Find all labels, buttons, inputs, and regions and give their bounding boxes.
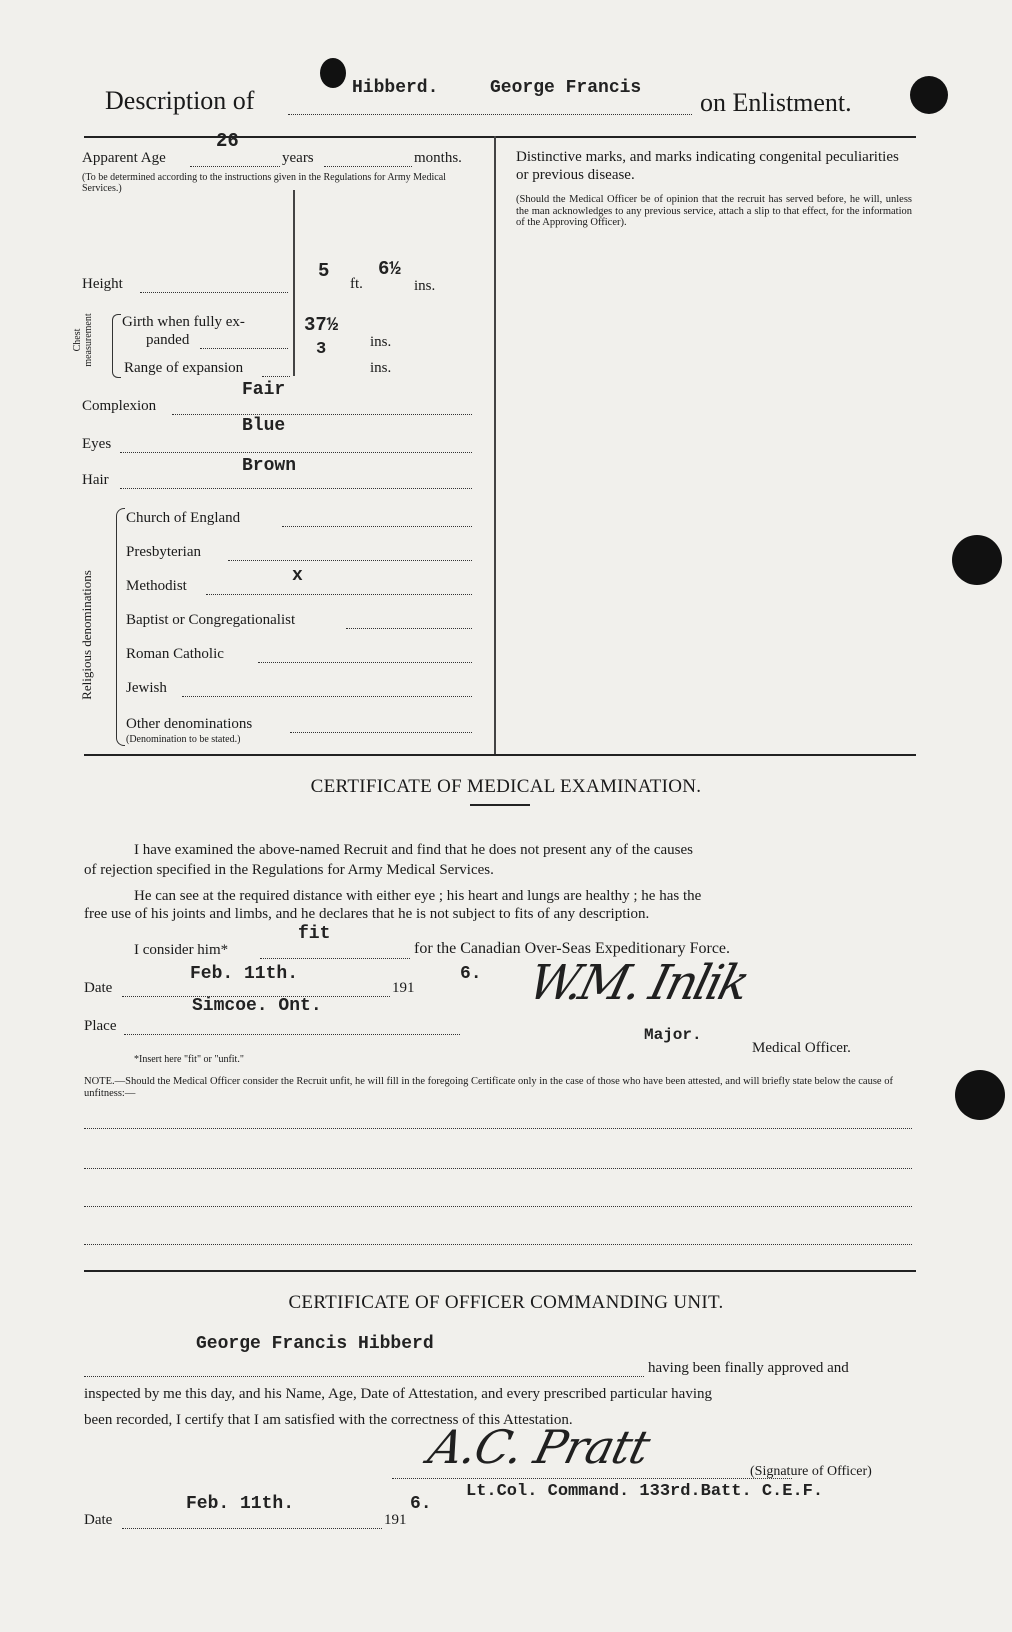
place-dots [124,1034,460,1035]
complexion-dots [172,414,472,415]
medical-para1-line2: of rejection specified in the Regulations for Army Medical Services. [84,862,494,878]
height-in-value: 6½ [378,258,401,280]
commanding-date-dots [122,1528,382,1529]
religion-dots [258,662,472,663]
punch-hole-top [910,76,948,114]
height-ft-value: 5 [318,260,330,282]
age-note: (To be determined according to the instructions given in the Regulations for Army Medical Services.) [82,172,446,194]
punch-hole-middle [952,535,1002,585]
medical-para1-line1: I have examined the above-named Recruit and find that he does not present any of the causes [134,842,693,858]
range-label: Range of expansion [124,360,244,376]
religion-item: Church of England [126,510,241,526]
inner-divider [293,190,295,376]
commanding-rank-line: Lt.Col. Command. 133rd.Batt. C.E.F. [466,1482,824,1501]
title-left: Description of [105,86,255,115]
religion-other-note: (Denomination to be stated.) [126,734,241,745]
chest-side-label: Chest measurement [72,313,94,367]
medical-heading: CERTIFICATE OF MEDICAL EXAMINATION. [310,776,702,797]
medical-para2-line2: free use of his joints and limbs, and he declares that he is not subject to fits of any description. [84,906,650,922]
consider-dots [260,958,410,959]
consider-label: I consider him* [134,942,229,958]
unfit-line [84,1128,912,1129]
religion-item: Presbyterian [126,544,201,560]
years-label: years [282,150,314,166]
religion-side-label: Religious denominations [79,570,94,700]
section-rule-2 [84,1270,916,1272]
hair-dots [120,488,472,489]
religion-dots [182,696,472,697]
commanding-signature: A.C. Pratt [423,1420,655,1474]
age-label: Apparent Age [82,150,166,166]
column-divider [494,136,496,754]
religion-dots [290,732,472,733]
signature-label: (Signature of Officer) [750,1464,872,1479]
height-dots [140,292,288,293]
hair-value: Brown [242,456,297,476]
commanding-line1-tail: having been finally approved and [648,1360,849,1376]
range-unit: ins. [370,360,392,376]
religion-dots [346,628,472,629]
age-dots [190,166,280,167]
girth-unit: ins. [370,334,392,350]
eyes-value: Blue [242,416,286,436]
religion-dots [282,526,472,527]
commanding-year-prefix: 191 [384,1512,407,1528]
religion-item: Other denominations [126,716,253,732]
religion-item: Jewish [126,680,167,696]
commanding-line3: been recorded, I certify that I am satisfied with the correctness of this Attestation. [84,1412,573,1428]
title-right: on Enlistment. [700,88,852,117]
eyes-dots [120,452,472,453]
commanding-line2: inspected by me this day, and his Name, Age, Date of Attestation, and every prescribed particular having [84,1386,713,1402]
given-names-value: George Francis [490,78,642,98]
height-ins-label: ins. [414,278,436,294]
consider-value: fit [298,924,331,944]
medical-officer-label: Medical Officer. [752,1040,851,1056]
place-value: Simcoe. Ont. [192,996,322,1016]
commanding-date-value: Feb. 11th. [186,1494,295,1514]
religion-dots [206,594,472,595]
height-label: Height [82,276,123,292]
medical-signature: W.M. Inlik [523,955,753,1011]
medical-note: NOTE.—Should the Medical Officer consider the Recruit unfit, he will fill in the foregoing Certificate only in the case of those who have been attested, and will briefly state below the cause of unfitness:— [84,1076,893,1099]
commanding-date-label: Date [84,1512,113,1528]
unfit-line [84,1244,912,1245]
unfit-line [84,1206,912,1207]
girth-value: 37½ [304,314,339,336]
distinctive-heading: Distinctive marks, and marks indicating congenital peculiarities or previous disease. [516,149,899,183]
section-rule [84,754,916,756]
girth-label-2: panded [146,332,190,348]
age-value: 26 [216,130,239,152]
religion-mark: x [292,566,303,586]
medical-year-value: 6. [460,964,482,984]
religion-item: Methodist [126,578,187,594]
range-value: 3 [316,340,327,359]
header-rule [84,136,916,138]
recruit-name-value: George Francis Hibberd [196,1334,434,1354]
months-dots [324,166,412,167]
religion-bracket [116,508,125,746]
medical-date-label: Date [84,980,113,996]
hair-label: Hair [82,472,109,488]
range-dots [262,376,290,377]
months-label: months. [414,150,462,166]
title-dots [288,114,692,115]
medical-heading-rule [470,804,530,806]
force-label: for the Canadian Over-Seas Expeditionary Force. [414,940,731,957]
unfit-line [84,1168,912,1169]
surname-value: Hibberd. [352,78,439,98]
religion-item: Roman Catholic [126,646,224,662]
complexion-value: Fair [242,380,286,400]
ft-label: ft. [350,276,363,292]
complexion-label: Complexion [82,398,157,414]
medical-rank: Major. [644,1026,702,1044]
religion-dots [228,560,472,561]
eyes-label: Eyes [82,436,112,452]
religion-item: Baptist or Congregationalist [126,612,296,628]
ink-blot [320,58,346,88]
distinctive-note: (Should the Medical Officer be of opinion that the recruit has served before, he will, unless the man acknowledges to any previous service, attach a slip to that effect, for the information of the Approving Officer). [516,194,912,228]
medical-date-value: Feb. 11th. [190,964,299,984]
commanding-heading: CERTIFICATE OF OFFICER COMMANDING UNIT. [288,1292,724,1313]
signature-dots [392,1478,792,1479]
medical-year-prefix: 191 [392,980,415,996]
medical-footnote: *Insert here "fit" or "unfit." [134,1054,244,1065]
recruit-name-dots [84,1376,644,1377]
girth-dots [200,348,288,349]
girth-label-1: Girth when fully ex- [122,314,245,330]
chest-bracket [112,314,121,378]
commanding-year-value: 6. [410,1494,432,1514]
medical-para2-line1: He can see at the required distance with either eye ; his heart and lungs are healthy ; he has the [134,888,702,904]
punch-hole-lower [955,1070,1005,1120]
place-label: Place [84,1018,117,1034]
